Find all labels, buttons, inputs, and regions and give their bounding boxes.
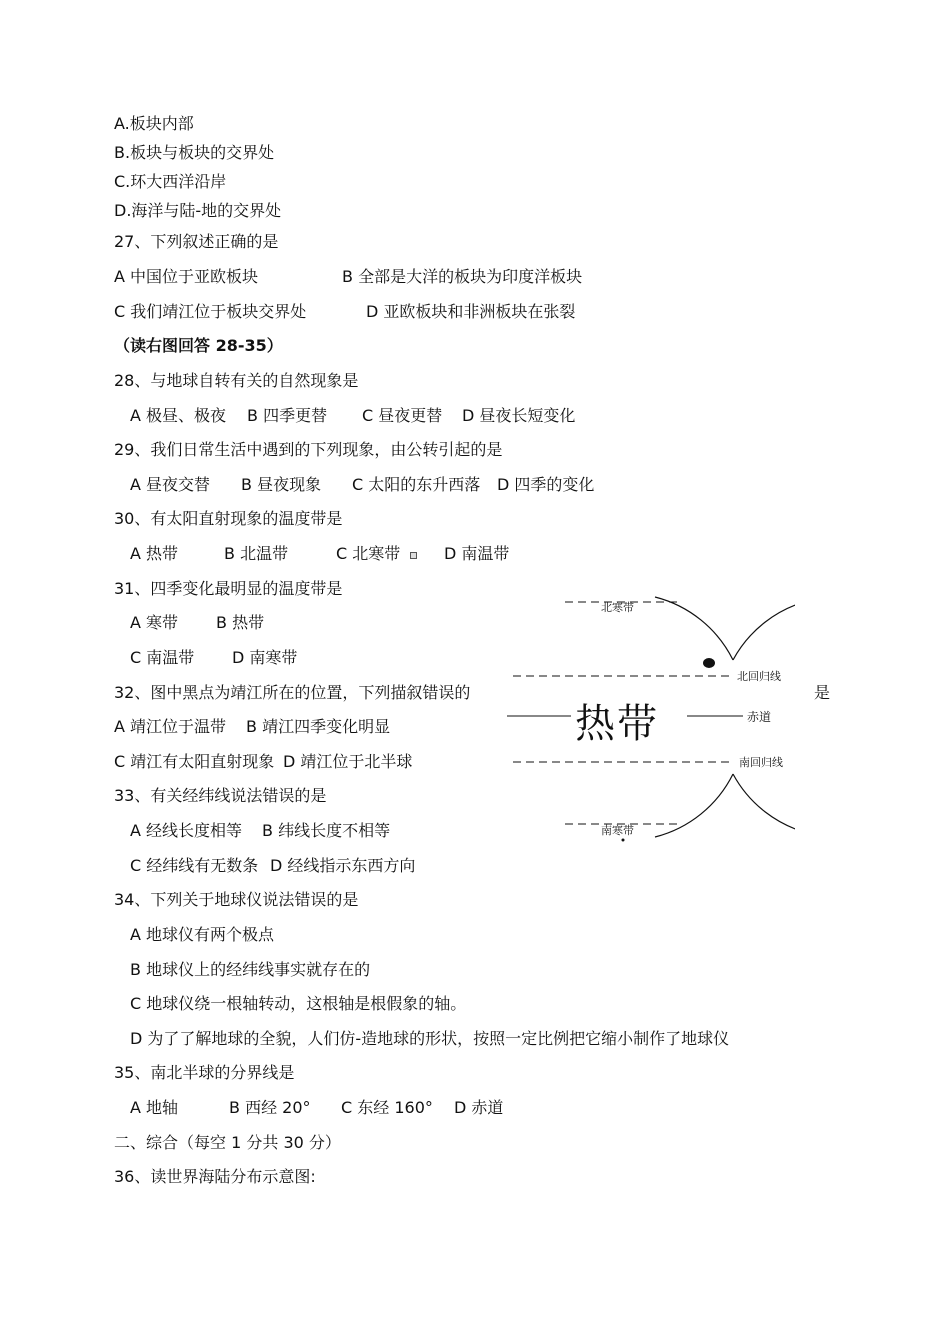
question-33: 33、有关经纬线说法错误的是 xyxy=(114,786,327,805)
globe-diagram xyxy=(505,592,795,842)
option-26d: D.海洋与陆-地的交界处 xyxy=(114,201,282,220)
tropic-cancer-label: 北回归线 xyxy=(737,670,781,683)
question-36: 36、读世界海陆分布示意图: xyxy=(114,1167,316,1186)
option-35b: B 西经 20° xyxy=(229,1098,311,1117)
section-2-heading: 二、综合（每空 1 分共 30 分） xyxy=(114,1133,341,1152)
option-35c: C 东经 160° xyxy=(341,1098,433,1117)
option-32c: C 靖江有太阳直射现象 xyxy=(114,752,275,771)
option-33c: C 经纬线有无数条 xyxy=(130,856,259,875)
question-29: 29、我们日常生活中遇到的下列现象，由公转引起的是 xyxy=(114,440,503,459)
option-32d: D 靖江位于北半球 xyxy=(283,752,413,771)
question-34: 34、下列关于地球仪说法错误的是 xyxy=(114,890,359,909)
option-27d: D 亚欧板块和非洲板块在张裂 xyxy=(366,302,576,321)
option-31c: C 南温带 xyxy=(130,648,195,667)
option-28a: A 极昼、极夜 xyxy=(130,406,227,425)
north-frigid-label: 北寒带 xyxy=(601,601,634,614)
option-31a: A 寒带 xyxy=(130,613,179,632)
equator-label: 赤道 xyxy=(747,710,772,724)
option-31d: D 南寒带 xyxy=(232,648,298,667)
jingjiang-dot xyxy=(703,658,715,668)
option-28c: C 昼夜更替 xyxy=(362,406,443,425)
option-30b: B 北温带 xyxy=(224,544,289,563)
option-35d: D 赤道 xyxy=(454,1098,504,1117)
option-32b: B 靖江四季变化明显 xyxy=(246,717,391,736)
option-31b: B 热带 xyxy=(216,613,265,632)
option-34d: D 为了了解地球的全貌，人们仿-造地球的形状，按照一定比例把它缩小制作了地球仪 xyxy=(130,1029,730,1048)
option-29d: D 四季的变化 xyxy=(497,475,595,494)
south-pole-mark xyxy=(622,839,625,842)
option-26a: A.板块内部 xyxy=(114,114,194,133)
south-frigid-label: 南寒带 xyxy=(601,824,634,837)
option-30d: D 南温带 xyxy=(444,544,510,563)
option-27a: A 中国位于亚欧板块 xyxy=(114,267,259,286)
option-34c: C 地球仪绕一根轴转动，这根轴是根假象的轴。 xyxy=(130,994,467,1013)
option-29c: C 太阳的东升西落 xyxy=(352,475,481,494)
question-31: 31、四季变化最明显的温度带是 xyxy=(114,579,343,598)
option-33b: B 纬线长度不相等 xyxy=(262,821,391,840)
option-27b: B 全部是大洋的板块为印度洋板块 xyxy=(342,267,583,286)
question-27: 27、下列叙述正确的是 xyxy=(114,232,279,251)
tropical-zone-label: 热带 xyxy=(575,701,659,747)
option-35a: A 地轴 xyxy=(130,1098,179,1117)
question-28: 28、与地球自转有关的自然现象是 xyxy=(114,371,359,390)
option-28b: B 四季更替 xyxy=(247,406,328,425)
option-30c: C 北寒带 xyxy=(336,544,401,563)
question-32: 32、图中黑点为靖江所在的位置，下列描叙错误的 xyxy=(114,683,471,702)
option-27c: C 我们靖江位于板块交界处 xyxy=(114,302,307,321)
option-29b: B 昼夜现象 xyxy=(241,475,322,494)
tropic-capricorn-label: 南回归线 xyxy=(739,756,783,769)
option-29a: A 昼夜交替 xyxy=(130,475,211,494)
question-35: 35、南北半球的分界线是 xyxy=(114,1063,295,1082)
globe-outline-top xyxy=(655,597,733,660)
question-30: 30、有太阳直射现象的温度带是 xyxy=(114,509,343,528)
option-34b: B 地球仪上的经纬线事实就存在的 xyxy=(130,960,371,979)
read-instruction: （读右图回答 28-35） xyxy=(114,336,283,355)
stray-mark xyxy=(410,552,417,559)
option-26b: B.板块与板块的交界处 xyxy=(114,143,275,162)
option-26c: C.环大西洋沿岸 xyxy=(114,172,227,191)
option-33a: A 经线长度相等 xyxy=(130,821,243,840)
option-32a: A 靖江位于温带 xyxy=(114,717,227,736)
option-33d: D 经线指示东西方向 xyxy=(270,856,416,875)
option-28d: D 昼夜长短变化 xyxy=(462,406,576,425)
option-34a: A 地球仪有两个极点 xyxy=(130,925,275,944)
option-30a: A 热带 xyxy=(130,544,179,563)
globe-outline-bottom xyxy=(655,774,733,837)
question-32-end: 是 xyxy=(814,683,831,702)
